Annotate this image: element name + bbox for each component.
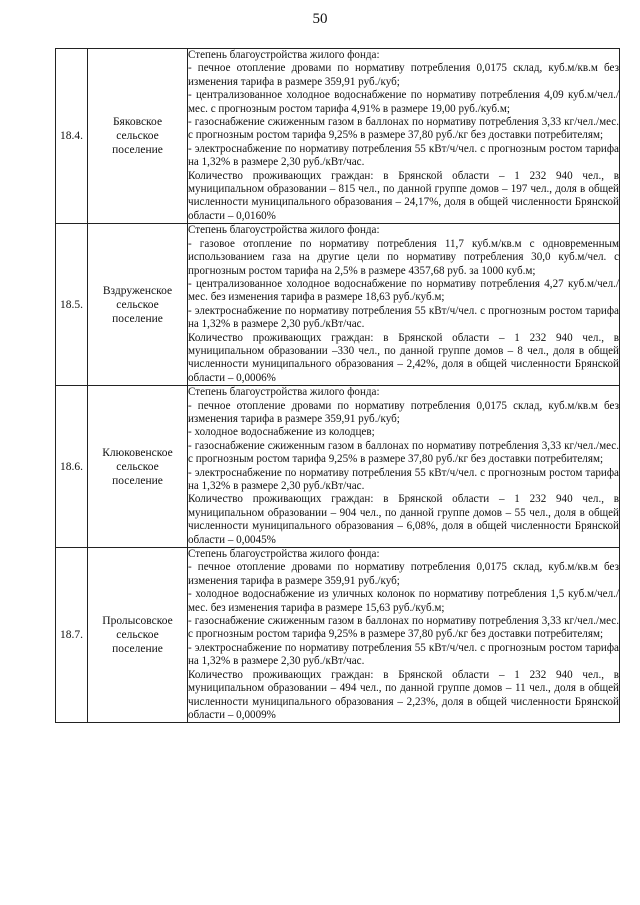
description-item: - печное отопление дровами по нормативу потребления 0,0175 склад, куб.м/кв.м без изменения тарифа в размере 359,91 руб./куб;	[188, 561, 619, 587]
table-row	[56, 386, 620, 548]
description-heading: Степень благоустройства жилого фонда:	[188, 224, 380, 237]
municipality-name-line: Бяковское	[112, 116, 163, 129]
municipality-name-line: Вздруженское	[102, 284, 173, 297]
improvement-description	[188, 548, 620, 723]
row-number: 18.6.	[56, 386, 88, 548]
municipality-name-line: поселение	[112, 474, 163, 487]
municipality-name-line: сельское	[116, 629, 159, 642]
table-row	[56, 548, 620, 723]
population-info: Количество проживающих граждан: в Брянской области – 1 232 940 чел., в муниципальном образовании – 904 чел., по данной группе домов – 55 чел., доля в общей численности муниципального образования – 6,08%, доля в общей численности Брянской области – 0,0045%	[188, 493, 619, 546]
population-info: Количество проживающих граждан: в Брянской области – 1 232 940 чел., в муниципальном образовании –330 чел., по данной группе домов – 8 чел., доля в общей численности муниципального образования – 2,42%, доля в общей численности Брянской области – 0,0006%	[188, 331, 619, 384]
description-heading: Степень благоустройства жилого фонда:	[188, 548, 380, 561]
description-item: - газоснабжение сжиженным газом в баллонах по нормативу потребления 3,33 кг/чел./мес. с прогнозным ростом тарифа 9,25% в размере 37,80 руб./кг без доставки потребителям;	[188, 439, 619, 466]
municipality-name-line: Клюковенское	[102, 446, 173, 459]
description-item: - электроснабжение по нормативу потребления 55 кВт/ч/чел. с прогнозным ростом тарифа на 1,32% в размере 2,30 руб./кВт/час.	[188, 142, 619, 169]
municipality-name-line: сельское	[116, 460, 159, 473]
page-number: 50	[312, 11, 328, 27]
row-number: 18.7.	[56, 548, 88, 723]
description-item: - печное отопление дровами по нормативу потребления 0,0175 склад, куб.м/кв.м без изменения тарифа в размере 359,91 руб./куб;	[188, 399, 619, 425]
description-item: - централизованное холодное водоснабжение по нормативу потребления 4,27 куб.м/чел./мес. без изменения тарифа в размере 18,63 руб./куб.м;	[188, 277, 619, 304]
population-info: Количество проживающих граждан: в Брянской области – 1 232 940 чел., в муниципальном образовании – 494 чел., по данной группе домов – 11 чел., доля в общей численности муниципального образования – 2,23%, доля в общей численности Брянской области – 0,0009%	[188, 668, 619, 721]
row-number: 18.4.	[56, 49, 88, 224]
description-item: - централизованное холодное водоснабжение по нормативу потребления 4,09 куб.м/чел./мес. с прогнозным ростом тарифа 4,91% в размере 19,00 руб./куб.м;	[188, 89, 619, 115]
description-item: - печное отопление дровами по нормативу потребления 0,0175 склад, куб.м/кв.м без изменения тарифа в размере 359,91 руб./куб;	[188, 62, 619, 88]
municipality-name	[88, 49, 188, 224]
description-item: - электроснабжение по нормативу потребления 55 кВт/ч/чел. с прогнозным ростом тарифа на 1,32% в размере 2,30 руб./кВт/час.	[188, 641, 619, 668]
table-row	[56, 224, 620, 386]
description-item: - газовое отопление по нормативу потребления 11,7 куб.м/кв.м с одновременным использованием газа на другие цели по нормативу потребления 30,0 куб.м/чел. с прогнозным ростом тарифа на 2,5% в размере 4357,68 руб. за 1000 куб.м;	[188, 237, 619, 277]
description-item: - электроснабжение по нормативу потребления 55 кВт/ч/чел. с прогнозным ростом тарифа на 1,32% в размере 2,30 руб./кВт/час.	[188, 304, 619, 331]
municipality-name	[88, 224, 188, 386]
improvement-description	[188, 224, 620, 386]
description-item: - газоснабжение сжиженным газом в баллонах по нормативу потребления 3,33 кг/чел./мес. с прогнозным ростом тарифа 9,25% в размере 37,80 руб./кг без доставки потребителям;	[188, 116, 619, 142]
municipality-name	[88, 386, 188, 548]
municipality-name-line: поселение	[112, 643, 163, 656]
municipality-name-line: сельское	[116, 130, 159, 143]
population-info: Количество проживающих граждан: в Брянской области – 1 232 940 чел., в муниципальном образовании – 815 чел., по данной группе домов – 197 чел., доля в общей численности муниципального образования – 24,17%, доля в общей численности Брянской области – 0,0160%	[188, 169, 619, 222]
description-item: - холодное водоснабжение из уличных колонок по нормативу потребления 1,5 куб.м/чел./мес. без изменения тарифа в размере 15,63 руб./куб.м;	[188, 588, 619, 614]
improvement-description	[188, 49, 620, 224]
description-item: - электроснабжение по нормативу потребления 55 кВт/ч/чел. с прогнозным ростом тарифа на 1,32% в размере 2,30 руб./кВт/час.	[188, 466, 619, 492]
tariff-table	[55, 48, 620, 723]
row-number: 18.5.	[56, 224, 88, 386]
improvement-description	[188, 386, 620, 548]
description-item: - газоснабжение сжиженным газом в баллонах по нормативу потребления 3,33 кг/чел./мес. с прогнозным ростом тарифа 9,25% в размере 37,80 руб./кг без доставки потребителям;	[188, 615, 619, 641]
description-heading: Степень благоустройства жилого фонда:	[188, 386, 380, 399]
description-item: - холодное водоснабжение из колодцев;	[188, 426, 375, 439]
municipality-name-line: поселение	[112, 144, 163, 157]
municipality-name-line: Пролысовское	[102, 615, 173, 628]
description-heading: Степень благоустройства жилого фонда:	[188, 49, 380, 61]
table-row	[56, 49, 620, 224]
municipality-name-line: поселение	[112, 312, 163, 325]
municipality-name	[88, 548, 188, 723]
municipality-name-line: сельское	[116, 298, 159, 311]
